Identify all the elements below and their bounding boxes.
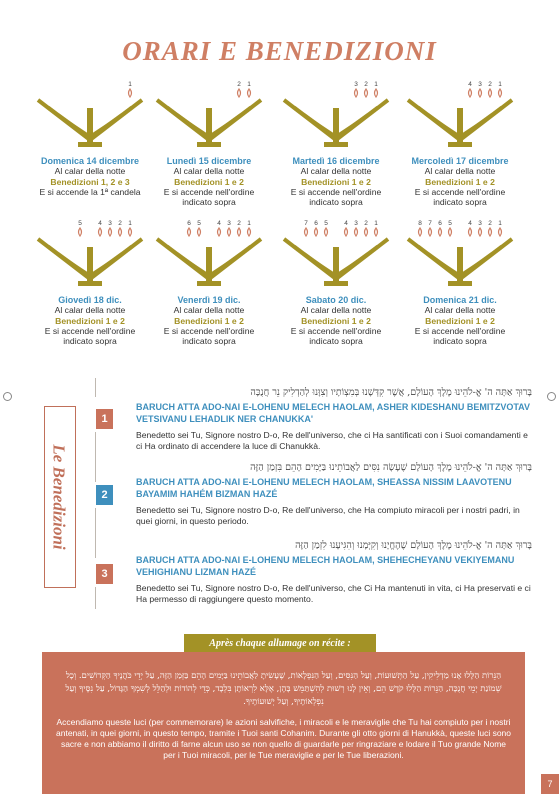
menorah-icon: [400, 78, 520, 150]
candle-number: 4: [217, 220, 221, 227]
after-lighting-banner: Après chaque allumage on récite :: [184, 634, 376, 652]
day-title: Domenica 21 dic.: [423, 295, 497, 305]
day-card: [144, 217, 274, 346]
blessing-number-2: 2: [96, 485, 113, 505]
side-title: Le Benedizioni: [50, 444, 69, 550]
page-number: 7: [541, 774, 559, 794]
menorah-icon: [276, 217, 396, 289]
menorah-base: [197, 142, 221, 147]
candle-flame: [218, 228, 221, 236]
day-instruction: Al calar della notte: [424, 166, 496, 177]
candle-flame: [99, 228, 102, 236]
candle-flame: [489, 228, 492, 236]
candle-flame: [238, 89, 241, 97]
candle-number: 2: [364, 220, 368, 227]
blessing-3: [136, 539, 532, 605]
day-instruction: Al calar della notte: [173, 305, 245, 316]
day-instruction: indicato sopra: [182, 197, 236, 208]
menorah-icon: [30, 78, 150, 150]
candle-number: 2: [364, 81, 368, 88]
candle-flame: [79, 228, 82, 236]
candle-number: 7: [304, 220, 308, 227]
day-title: Sabato 20 dic.: [305, 295, 367, 305]
day-instruction: E si accende nell'ordine: [44, 325, 136, 336]
candle-flame: [499, 228, 502, 236]
candle-number: 8: [418, 220, 422, 227]
day-blessings: Benedizioni 1 e 2: [174, 315, 244, 326]
candle-flame: [355, 228, 358, 236]
day-blessings: Benedizioni 1, 2 e 3: [50, 176, 130, 187]
day-instruction: Al calar della notte: [54, 166, 126, 177]
candle-flame: [499, 89, 502, 97]
candle-flame: [429, 228, 432, 236]
menorah-base: [324, 281, 348, 286]
candle-number: 5: [197, 220, 201, 227]
candle-number: 1: [374, 81, 378, 88]
day-title: Venerdì 19 dic.: [177, 295, 241, 305]
candle-number: 4: [468, 81, 472, 88]
menorah-icon: [149, 78, 269, 150]
after-lighting-italian: Accendiamo queste luci (per commemorare) le azioni salvifiche, i miracoli e le meraviglie che Tu hai compiuto per i nostri antenati, in quei giorni, in questo tempo, tramite i Tuoi santi Cohanim. Durante gli otto giorni di Hanukkà, queste luci sono sacre e non abbiamo il diritto di farne alcun uso se non quello di guardarle per ringraziare e lodare il Tuo grande Nome per i Tuoi miracoli, per le Tue meraviglie e per le Tue liberazioni.: [56, 717, 512, 760]
day-instruction: Al calar della notte: [424, 305, 496, 316]
candle-number: 1: [247, 220, 251, 227]
candle-number: 3: [354, 81, 358, 88]
candle-number: 5: [448, 220, 452, 227]
menorah-base: [448, 142, 472, 147]
candle-flame: [375, 89, 378, 97]
day-instruction: indicato sopra: [433, 197, 487, 208]
day-card: [144, 78, 274, 207]
day-title: Martedì 16 dicembre: [292, 156, 380, 166]
candle-flame: [305, 228, 308, 236]
day-instruction: indicato sopra: [433, 336, 487, 347]
candle-flame: [198, 228, 201, 236]
day-instruction: indicato sopra: [309, 336, 363, 347]
day-card: [271, 217, 401, 346]
divider-line: [95, 587, 96, 609]
candle-flame: [109, 228, 112, 236]
candle-number: 1: [498, 81, 502, 88]
candle-flame: [375, 228, 378, 236]
menorah-stem: [457, 108, 463, 144]
menorah-base: [78, 142, 102, 147]
day-instruction: E si accende nell'ordine: [414, 186, 506, 197]
menorah-stem: [87, 108, 93, 144]
blessing-transliteration: BARUCH ATTA ADO-NAI E-LOHENU MELECH HAOLAM, SHEASSA NISSIM LAAVOTENU BAYAMIM HAHÉM BIZMAN HAZÉ: [136, 477, 512, 499]
day-card: [25, 78, 155, 197]
menorah-stem: [206, 108, 212, 144]
divider-line: [95, 432, 96, 482]
blessing-hebrew: בָּרוּךְ אַתָּה ה' אֱ-לֹהֵינוּ מֶלֶךְ הָעוֹלָם, אֲשֶׁר קִדְּשָׁנוּ בְּמִצְוֹתָיו וְצִוָּנוּ לְהַדְלִיק נֵר חֲנֻכָּה: [250, 387, 532, 398]
divider-line: [95, 508, 96, 558]
day-instruction: Al calar della notte: [300, 166, 372, 177]
candle-number: 6: [438, 220, 442, 227]
blessing-translation: Benedetto sei Tu, Signore nostro D-o, Re dell'universo, che ci Ha santificati con i Suoi comandamenti e ci Ha ordinato di accendere la luce di Chanukkà.: [136, 430, 528, 451]
candle-number: 3: [108, 220, 112, 227]
page-title: ORARI E BENEDIZIONI: [122, 36, 437, 66]
day-instruction: Al calar della notte: [300, 305, 372, 316]
menorah-icon: [30, 217, 150, 289]
candle-number: 3: [227, 220, 231, 227]
candle-flame: [248, 228, 251, 236]
day-card: [395, 217, 525, 346]
day-instruction: indicato sopra: [182, 336, 236, 347]
day-title: Domenica 14 dicembre: [40, 156, 140, 166]
menorah-base: [78, 281, 102, 286]
blessing-number-1: 1: [96, 409, 113, 429]
candle-number: 1: [128, 220, 132, 227]
candle-flame: [188, 228, 191, 236]
day-blessings: Benedizioni 1 e 2: [425, 315, 495, 326]
blessing-hebrew: בָּרוּךְ אַתָּה ה' אֱ-לֹהֵינוּ מֶלֶךְ הָעוֹלָם שֶׁהֶחֱיָנוּ וְקִיְּמָנוּ וְהִגִּיעָנוּ לִזְמַן הַזֶּה: [295, 540, 532, 551]
day-blessings: Benedizioni 1 e 2: [301, 176, 371, 187]
candle-number: 3: [478, 81, 482, 88]
candle-flame: [315, 228, 318, 236]
candle-flame: [129, 89, 132, 97]
candle-number: 5: [324, 220, 328, 227]
candle-number: 2: [237, 220, 241, 227]
candle-flame: [228, 228, 231, 236]
day-instruction: E si accende nell'ordine: [163, 186, 255, 197]
candle-number: 2: [118, 220, 122, 227]
day-title: Lunedì 15 dicembre: [166, 156, 252, 166]
candle-flame: [439, 228, 442, 236]
candle-number: 4: [98, 220, 102, 227]
candle-flame: [325, 228, 328, 236]
menorah-icon: [276, 78, 396, 150]
divider-line: [95, 378, 96, 397]
candle-number: 1: [498, 220, 502, 227]
menorah-stem: [333, 247, 339, 283]
day-instruction: E si accende la 1ª candela: [39, 186, 141, 197]
candle-flame: [129, 228, 132, 236]
menorah-icon: [149, 217, 269, 289]
candle-flame: [479, 228, 482, 236]
candle-flame: [119, 228, 122, 236]
candle-number: 1: [128, 81, 132, 88]
candle-number: 7: [428, 220, 432, 227]
menorah-icon: [400, 217, 520, 289]
candle-number: 4: [344, 220, 348, 227]
menorah-stem: [206, 247, 212, 283]
candle-number: 6: [314, 220, 318, 227]
candle-flame: [449, 228, 452, 236]
day-title: Mercoledì 17 dicembre: [411, 156, 509, 166]
day-blessings: Benedizioni 1 e 2: [425, 176, 495, 187]
day-instruction: E si accende nell'ordine: [163, 325, 255, 336]
candle-flame: [419, 228, 422, 236]
day-blessings: Benedizioni 1 e 2: [301, 315, 371, 326]
candle-flame: [365, 89, 368, 97]
candle-flame: [355, 89, 358, 97]
day-card: [25, 217, 155, 346]
after-lighting-panel: [42, 652, 525, 794]
menorah-base: [324, 142, 348, 147]
day-instruction: Al calar della notte: [54, 305, 126, 316]
day-instruction: Al calar della notte: [173, 166, 245, 177]
registration-mark-left: [3, 392, 12, 401]
candle-flame: [365, 228, 368, 236]
candle-number: 4: [468, 220, 472, 227]
candle-number: 3: [354, 220, 358, 227]
day-card: [271, 78, 401, 207]
candle-flame: [469, 228, 472, 236]
day-instruction: E si accende nell'ordine: [414, 325, 506, 336]
candle-flame: [479, 89, 482, 97]
blessing-transliteration: BARUCH ATTA ADO-NAI E-LOHENU MELECH HAOLAM, ASHER KIDESHANU BEMITZVOTAV VETSIVANU LEHADLIK NER CHANUKKA': [136, 402, 530, 424]
candle-flame: [248, 89, 251, 97]
candle-number: 5: [78, 220, 82, 227]
candle-number: 2: [237, 81, 241, 88]
candle-number: 1: [374, 220, 378, 227]
blessing-1: [136, 386, 532, 452]
candle-number: 2: [488, 81, 492, 88]
day-card: [395, 78, 525, 207]
blessing-number-3: 3: [96, 564, 113, 584]
candle-flame: [469, 89, 472, 97]
day-blessings: Benedizioni 1 e 2: [55, 315, 125, 326]
candle-number: 3: [478, 220, 482, 227]
blessing-hebrew: בָּרוּךְ אַתָּה ה' אֱ-לֹהֵינוּ מֶלֶךְ הָעוֹלָם שֶׁעָשָׂה נִסִּים לַאֲבוֹתֵינוּ בַּיָּמִים הָהֵם בִּזְמַן הַזֶּה: [250, 462, 532, 473]
after-lighting-hebrew: הַנֵּרוֹת הַלָּלוּ אָנוּ מַדְלִיקִין, עַל הַתְּשׁוּעוֹת, וְעַל הַנִּסִּים, וְעַל הַנִּפְלָאוֹת, שֶׁעָשִׂיתָ לַאֲבוֹתֵינוּ בַּיָּמִים הָהֵם בַּזְּמַן הַזֶּה, עַל יְדֵי כֹּהֲנֶיךָ הַקְּדוֹשִׁים. וְכָל שְׁמוֹנַת יְמֵי חֲנֻכָּה, הַנֵּרוֹת הַלָּלוּ קֹדֶשׁ הֵם, וְאֵין לָנוּ רְשׁוּת לְהִשְׁתַּמֵּשׁ בָּהֶן, אֶלָּא לִרְאוֹתָן בִּלְבָד, כְּדֵי לְהוֹדוֹת וּלְהַלֵּל לְשִׁמְךָ הַגָּדוֹל, עַל נִסֶּיךָ וְעַל נִפְלְאוֹתֶיךָ, וְעַל יְשׁוּעוֹתֶיךָ.: [65, 671, 502, 707]
menorah-stem: [87, 247, 93, 283]
menorah-base: [448, 281, 472, 286]
candle-number: 1: [247, 81, 251, 88]
day-instruction: indicato sopra: [309, 197, 363, 208]
blessing-transliteration: BARUCH ATTA ADO-NAI E-LOHENU MELECH HAOLAM, SHEHECHEYANU VEKIYEMANU VEHIGHIANU LIZMAN HAZÉ: [136, 555, 515, 577]
day-instruction: indicato sopra: [63, 336, 117, 347]
candle-number: 2: [488, 220, 492, 227]
day-blessings: Benedizioni 1 e 2: [174, 176, 244, 187]
day-instruction: E si accende nell'ordine: [290, 186, 382, 197]
candle-flame: [489, 89, 492, 97]
candle-flame: [345, 228, 348, 236]
blessing-2: [136, 461, 532, 527]
menorah-stem: [333, 108, 339, 144]
candle-flame: [238, 228, 241, 236]
blessing-translation: Benedetto sei Tu, Signore nostro D-o, Re dell'universo, che Ci Ha mantenuti in vita, ci Ha preservati e ci Ha permesso di raggiungere questo momento.: [136, 583, 531, 604]
menorah-base: [197, 281, 221, 286]
candle-number: 6: [187, 220, 191, 227]
registration-mark-right: [547, 392, 556, 401]
menorah-stem: [457, 247, 463, 283]
blessing-translation: Benedetto sei Tu, Signore nostro D-o, Re dell'universo, che Ha compiuto miracoli per i nostri padri, in quei giorni, in questo periodo.: [136, 505, 520, 526]
day-title: Giovedì 18 dic.: [58, 295, 122, 305]
day-instruction: E si accende nell'ordine: [290, 325, 382, 336]
